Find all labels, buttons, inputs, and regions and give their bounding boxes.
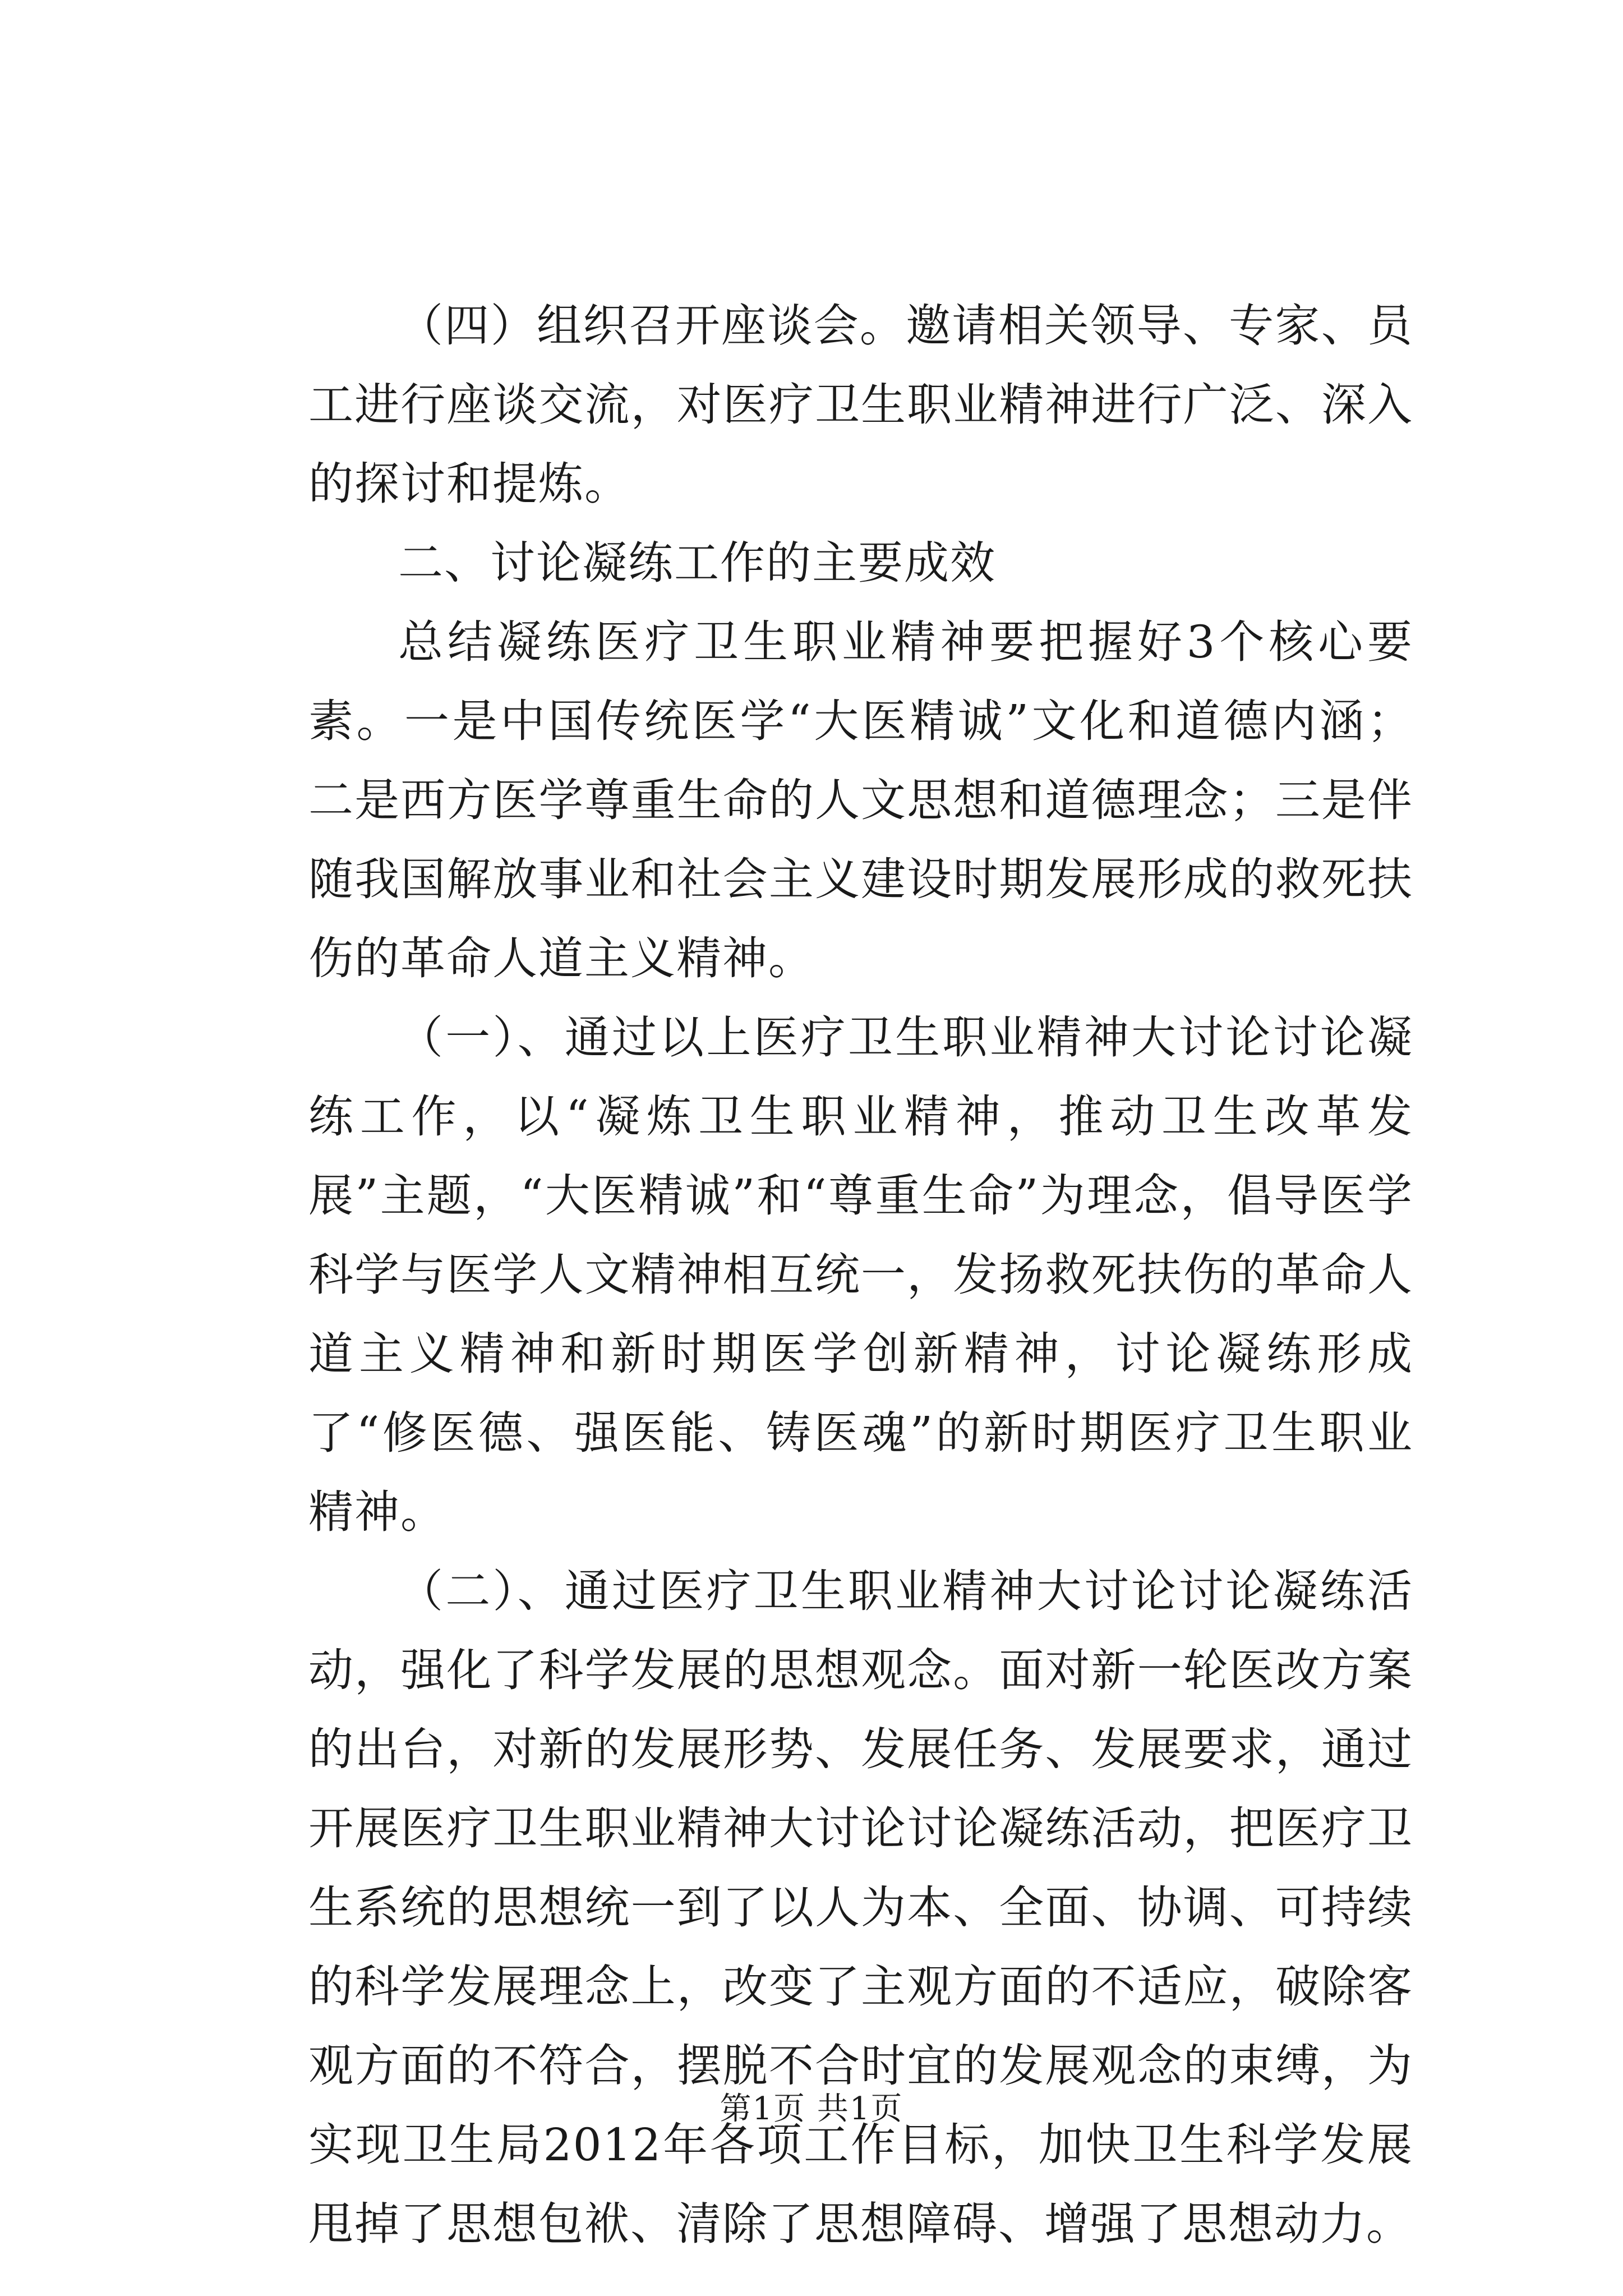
document-body [308,286,1413,2263]
page-footer: 第1页 共1页 [720,2091,903,2127]
paragraph-result-one: （一）、通过以上医疗卫生职业精神大讨论讨论凝练工作，以“凝炼卫生职业精神，推动卫生改革发展”主题，“大医精诚”和“尊重生命”为理念，倡导医学科学与医学人文精神相互统一，发扬救死扶伤的革命人道主义精神和新时期医学创新精神，讨论凝练形成了“修医德、强医能、铸医魂”的新时期医疗卫生职业精神。 [308,1011,1413,1538]
paragraph-core-elements: 总结凝练医疗卫生职业精神要把握好3个核心要素。一是中国传统医学“大医精诚”文化和道德内涵；二是西方医学尊重生命的人文思想和道德理念；三是伴随我国解放事业和社会主义建设时期发展形成的救死扶伤的革命人道主义精神。 [308,616,1413,984]
section-heading-main-results: 二、讨论凝练工作的主要成效 [398,537,996,589]
paragraph-result-two: （二）、通过医疗卫生职业精神大讨论讨论凝练活动，强化了科学发展的思想观念。面对新一轮医改方案的出台，对新的发展形势、发展任务、发展要求，通过开展医疗卫生职业精神大讨论讨论凝练活动，把医疗卫生系统的思想统一到了以人为本、全面、协调、可持续的科学发展理念上，改变了主观方面的不适应，破除客观方面的不符合，摆脱不合时宜的发展观念的束缚，为实现卫生局2012年各项工作目标，加快卫生科学发展甩掉了思想包袱、清除了思想障碍、增强了思想动力。 [308,1565,1413,2250]
paragraph-organize-forum: （四）组织召开座谈会。邀请相关领导、专家、员工进行座谈交流，对医疗卫生职业精神进行广泛、深入的探讨和提炼。 [308,300,1413,510]
